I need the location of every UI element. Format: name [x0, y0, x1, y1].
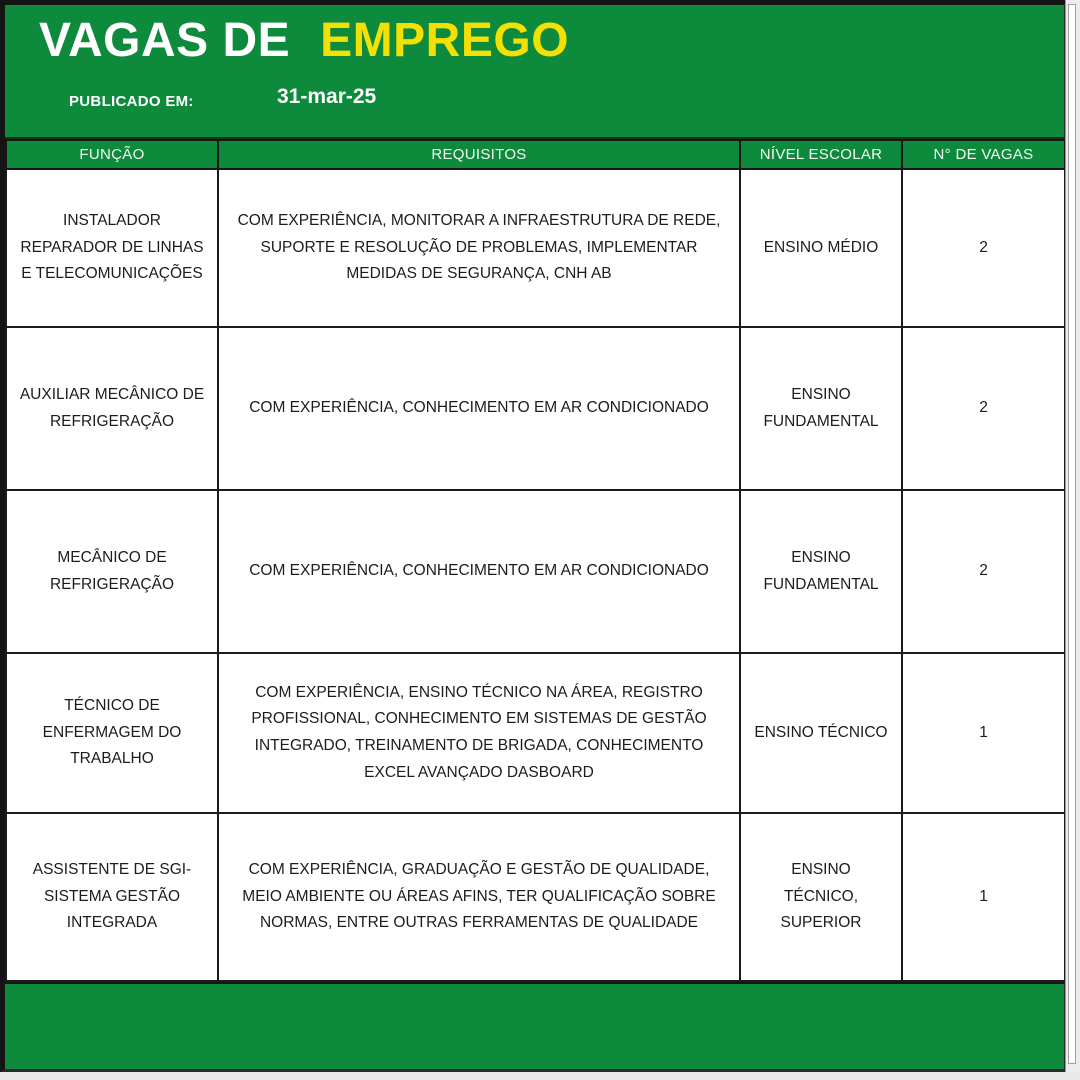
vertical-scrollbar[interactable] [1065, 0, 1080, 1072]
cell-funcao: MECÂNICO DE REFRIGERAÇÃO [6, 490, 218, 653]
jobs-table [5, 139, 1066, 982]
column-header-num-vagas: N° DE VAGAS [902, 140, 1065, 169]
cell-nivel-escolar: ENSINO FUNDAMENTAL [740, 327, 902, 490]
cell-funcao: INSTALADOR REPARADOR DE LINHAS E TELECOMUNICAÇÕES [6, 169, 218, 327]
cell-requisitos: COM EXPERIÊNCIA, CONHECIMENTO EM AR CONDICIONADO [218, 327, 740, 490]
page-title-main: VAGAS DE [39, 14, 291, 67]
table-row [6, 490, 1065, 653]
table-row [6, 653, 1065, 813]
table-row [6, 327, 1065, 490]
table-row [6, 169, 1065, 327]
page-title-accent: EMPREGO [320, 14, 570, 67]
title-band [5, 5, 1064, 139]
cell-funcao: AUXILIAR MECÂNICO DE REFRIGERAÇÃO [6, 327, 218, 490]
cell-funcao: ASSISTENTE DE SGI-SISTEMA GESTÃO INTEGRADA [6, 813, 218, 981]
cell-nivel-escolar: ENSINO MÉDIO [740, 169, 902, 327]
page-title [39, 13, 569, 68]
cell-num-vagas: 2 [902, 169, 1065, 327]
cell-requisitos: COM EXPERIÊNCIA, ENSINO TÉCNICO NA ÁREA, REGISTRO PROFISSIONAL, CONHECIMENTO EM SISTEMAS DE GESTÃO INTEGRADO, TREINAMENTO DE BRIGADA, CONHECIMENTO EXCEL AVANÇADO DASBOARD [218, 653, 740, 813]
cell-num-vagas: 1 [902, 813, 1065, 981]
cell-funcao: TÉCNICO DE ENFERMAGEM DO TRABALHO [6, 653, 218, 813]
table-row [6, 813, 1065, 981]
cell-num-vagas: 1 [902, 653, 1065, 813]
cell-nivel-escolar: ENSINO TÉCNICO, SUPERIOR [740, 813, 902, 981]
column-header-funcao: FUNÇÃO [6, 140, 218, 169]
cell-nivel-escolar: ENSINO FUNDAMENTAL [740, 490, 902, 653]
cell-requisitos: COM EXPERIÊNCIA, MONITORAR A INFRAESTRUTURA DE REDE, SUPORTE E RESOLUÇÃO DE PROBLEMAS, IMPLEMENTAR MEDIDAS DE SEGURANÇA, CNH AB [218, 169, 740, 327]
cell-requisitos: COM EXPERIÊNCIA, GRADUAÇÃO E GESTÃO DE QUALIDADE, MEIO AMBIENTE OU ÁREAS AFINS, TER QUALIFICAÇÃO SOBRE NORMAS, ENTRE OUTRAS FERRAMENTAS DE QUALIDADE [218, 813, 740, 981]
cell-num-vagas: 2 [902, 327, 1065, 490]
column-header-nivel-escolar: NÍVEL ESCOLAR [740, 140, 902, 169]
bottom-edge [0, 1072, 1080, 1080]
footer-band [5, 982, 1064, 1069]
cell-requisitos: COM EXPERIÊNCIA, CONHECIMENTO EM AR CONDICIONADO [218, 490, 740, 653]
cell-num-vagas: 2 [902, 490, 1065, 653]
published-label: PUBLICADO EM: [69, 93, 194, 110]
table-header-row [6, 140, 1065, 169]
cell-nivel-escolar: ENSINO TÉCNICO [740, 653, 902, 813]
published-date: 31-mar-25 [277, 85, 377, 108]
scrollbar-thumb[interactable] [1068, 4, 1076, 1064]
column-header-requisitos: REQUISITOS [218, 140, 740, 169]
